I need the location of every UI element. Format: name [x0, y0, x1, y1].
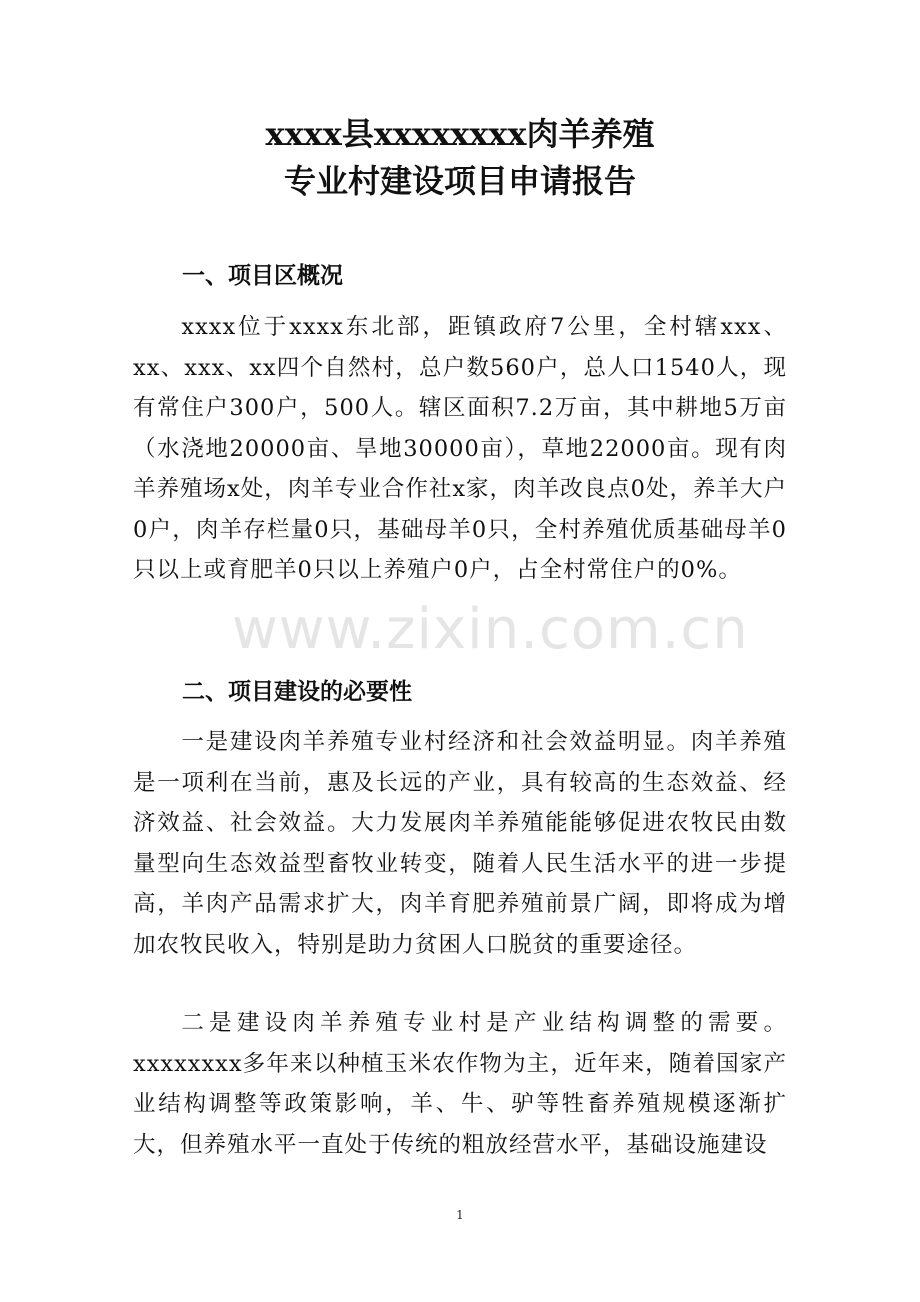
watermark: www.zixin.com.cn [232, 597, 749, 662]
document-title-line2: 专业村建设项目申请报告 [283, 162, 636, 200]
page-number: 1 [456, 1208, 464, 1222]
section2-paragraph-2: 二是建设肉羊养殖专业村是产业结构调整的需要。xxxxxxxx多年来以种植玉米农作物为主，近年来，随着国家产业结构调整等政策影响，羊、牛、驴等牲畜养殖规模逐渐扩大，但养殖水平一直处于传统的粗放经营水平，基础设施建设 [133, 1010, 787, 1158]
section1-paragraph: xxxx位于xxxx东北部，距镇政府7公里，全村辖xxx、xx、xxx、xx四个自然村，总户数560户，总人口1540人，现有常住户300户，500人。辖区面积7.2万亩，其中耕地5万亩（水浇地20000亩、旱地30000亩），草地22000亩。现有肉羊养殖场x处，肉羊专业合作社x家，肉羊改良点0处，养羊大户0户，肉羊存栏量0只，基础母羊0只，全村养殖优质基础母羊0只以上或育肥羊0只以上养殖户0户，占全村常住户的0%。 [133, 314, 787, 583]
document-title-line1: xxxx县xxxxxxxx肉羊养殖 [265, 115, 655, 153]
section2-paragraph-1: 一是建设肉羊养殖专业村经济和社会效益明显。肉羊养殖是一项利在当前，惠及长远的产业，具有较高的生态效益、经济效益、社会效益。大力发展肉羊养殖能能够促进农牧民由数量型向生态效益型畜牧业转变，随着人民生活水平的进一步提高，羊肉产品需求扩大，肉羊育肥养殖前景广阔，即将成为增加农牧民收入，特别是助力贫困人口脱贫的重要途径。 [133, 729, 787, 958]
section1-heading: 一、项目区概况 [182, 263, 343, 289]
section2-heading: 二、项目建设的必要性 [182, 679, 412, 705]
